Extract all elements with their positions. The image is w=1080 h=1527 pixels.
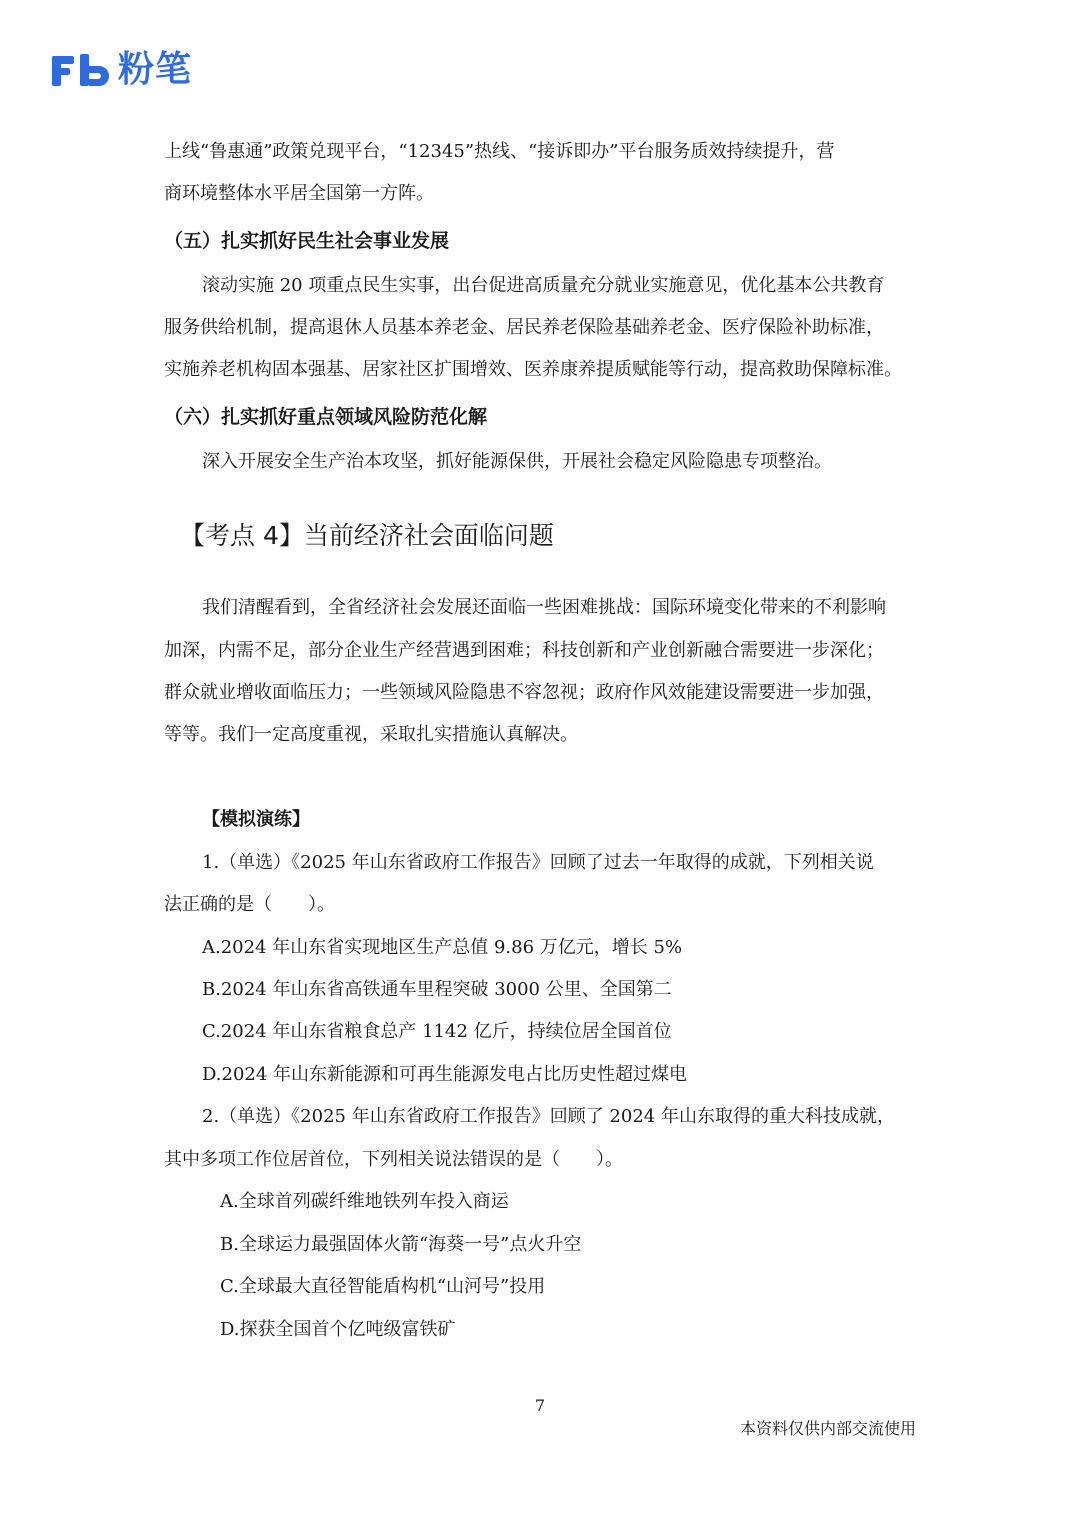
paragraph-line: 群众就业增收面临压力；一些领域风险隐患不容忽视；政府作风效能建设需要进一步加强， <box>164 682 884 703</box>
paragraph-line: 实施养老机构固本强基、居家社区扩围增效、医养康养提质赋能等行动，提高救助保障标准。 <box>164 359 902 380</box>
question-option: D.2024 年山东新能源和可再生能源发电占比历史性超过煤电 <box>202 1064 688 1085</box>
page-number: 7 <box>534 1396 546 1415</box>
question-option: B.2024 年山东省高铁通车里程突破 3000 公里、全国第二 <box>202 979 672 1000</box>
paragraph-line: 等等。我们一定高度重视，采取扎实措施认真解决。 <box>164 724 578 745</box>
question-stem-line: 2.（单选）《2025 年山东省政府工作报告》回顾了 2024 年山东取得的重大科技成就， <box>202 1106 895 1127</box>
fb-logo-icon <box>50 52 112 88</box>
question-option: B.全球运力最强固体火箭“海葵一号”点火升空 <box>220 1234 582 1255</box>
exam-point-heading: 【考点 4】当前经济社会面临问题 <box>180 521 554 550</box>
paragraph-line: 我们清醒看到，全省经济社会发展还面临一些困难挑战：国际环境变化带来的不利影响 <box>202 597 886 618</box>
question-option: C.全球最大直径智能盾构机“山河号”投用 <box>220 1276 546 1297</box>
question-stem-line: 1.（单选）《2025 年山东省政府工作报告》回顾了过去一年取得的成就，下列相关说 <box>202 852 874 873</box>
paragraph-line: 商环境整体水平居全国第一方阵。 <box>164 183 434 204</box>
paragraph-line: 深入开展安全生产治本攻坚，抓好能源保供，开展社会稳定风险隐患专项整治。 <box>202 451 832 472</box>
question-option: D.探获全国首个亿吨级富铁矿 <box>220 1319 456 1340</box>
paragraph-line: 加深，内需不足，部分企业生产经营遇到困难；科技创新和产业创新融合需要进一步深化； <box>164 640 884 661</box>
question-stem-line: 其中多项工作位居首位，下列相关说法错误的是（ ）。 <box>164 1149 623 1170</box>
question-option: A.2024 年山东省实现地区生产总值 9.86 万亿元，增长 5% <box>202 937 683 958</box>
footer-note: 本资料仅供内部交流使用 <box>739 1419 916 1438</box>
section-heading: （六）扎实抓好重点领域风险防范化解 <box>164 406 488 428</box>
section-heading: （五）扎实抓好民生社会事业发展 <box>164 230 450 252</box>
question-option: A.全球首列碳纤维地铁列车投入商运 <box>220 1191 509 1212</box>
practice-title: 【模拟演练】 <box>202 809 310 830</box>
paragraph-line: 滚动实施 20 项重点民生实事，出台促进高质量充分就业实施意见，优化基本公共教育 <box>202 275 885 296</box>
question-option: C.2024 年山东省粮食总产 1142 亿斤，持续位居全国首位 <box>202 1021 672 1042</box>
paragraph-line: 上线“鲁惠通”政策兑现平台，“12345”热线、“接诉即办”平台服务质效持续提升，营 <box>164 141 835 162</box>
paragraph-line: 服务供给机制，提高退休人员基本养老金、居民养老保险基础养老金、医疗保险补助标准， <box>164 317 884 338</box>
question-stem-line: 法正确的是（ ）。 <box>164 894 335 915</box>
brand-logo <box>50 50 192 90</box>
brand-name: 粉笔 <box>118 49 193 90</box>
